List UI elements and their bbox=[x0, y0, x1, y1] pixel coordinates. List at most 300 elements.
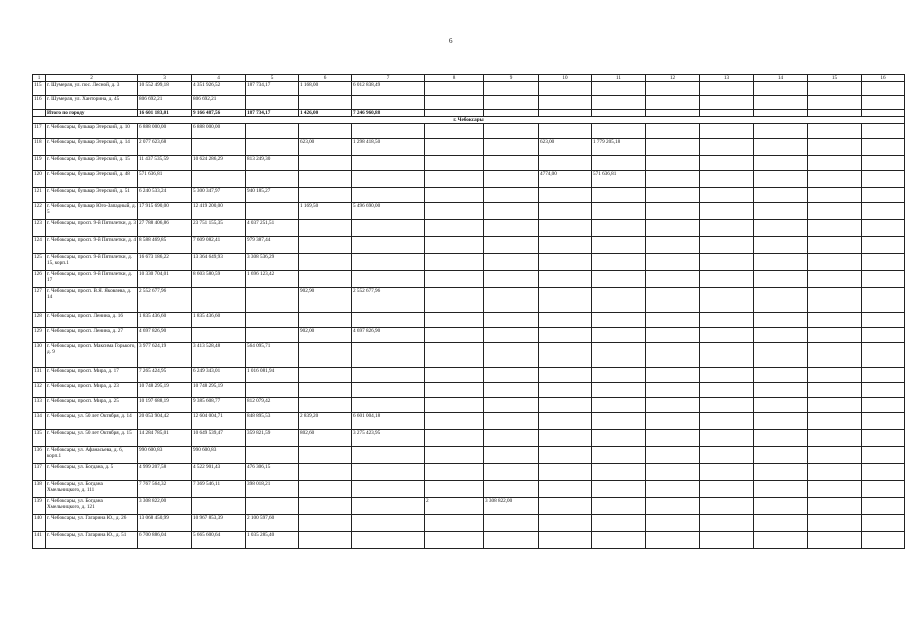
table-cell bbox=[862, 156, 905, 171]
table-cell: 120 bbox=[33, 171, 46, 188]
table-cell bbox=[754, 447, 808, 464]
table-cell bbox=[754, 288, 808, 313]
table-cell bbox=[646, 271, 700, 288]
table-cell bbox=[484, 532, 539, 549]
table-cell bbox=[700, 368, 754, 383]
table-cell: 127 bbox=[33, 288, 46, 313]
table-cell bbox=[484, 203, 539, 220]
table-cell: 119 bbox=[33, 156, 46, 171]
table-cell: 8 603 580,59 bbox=[192, 271, 246, 288]
table-cell bbox=[862, 430, 905, 447]
table-cell bbox=[425, 82, 484, 96]
table-cell: 398 018,21 bbox=[246, 481, 299, 498]
table-cell: 2 100 597,60 bbox=[246, 515, 299, 532]
table-cell bbox=[246, 498, 299, 515]
table-cell bbox=[246, 328, 299, 343]
table-cell bbox=[808, 139, 862, 156]
table-cell bbox=[754, 139, 808, 156]
table-cell: 132 bbox=[33, 383, 46, 398]
table-cell bbox=[646, 532, 700, 549]
table-cell: г. Чебоксары, ул. Богдана, д. 5 bbox=[46, 464, 138, 481]
table-cell: 10 967 853,39 bbox=[192, 515, 246, 532]
table-row bbox=[33, 532, 905, 549]
table-cell bbox=[352, 481, 425, 498]
table-cell bbox=[754, 237, 808, 254]
table-cell: 118 bbox=[33, 139, 46, 156]
table-cell: 5 665 600,64 bbox=[192, 532, 246, 549]
table-cell bbox=[862, 515, 905, 532]
table-cell: г. Чебоксары, ул. Богдана Хмельницкого, д. 121 bbox=[46, 498, 138, 515]
table-cell bbox=[700, 220, 754, 237]
table-cell bbox=[425, 237, 484, 254]
table-cell: 6 249 343,01 bbox=[192, 368, 246, 383]
table-cell bbox=[808, 481, 862, 498]
total-row bbox=[33, 110, 905, 117]
table-cell: г. Чебоксары, просп. Максима Горького, д. 9 bbox=[46, 343, 138, 368]
table-cell bbox=[299, 220, 352, 237]
table-cell bbox=[808, 515, 862, 532]
table-cell bbox=[352, 368, 425, 383]
table-cell bbox=[646, 313, 700, 328]
table-cell bbox=[754, 383, 808, 398]
table-cell: 7 767 564,32 bbox=[138, 481, 192, 498]
table-cell bbox=[425, 96, 484, 110]
table-cell: 13 bbox=[700, 75, 754, 82]
table-cell: 17 915 690,00 bbox=[138, 203, 192, 220]
table-cell: 10 bbox=[539, 75, 592, 82]
table-cell bbox=[352, 515, 425, 532]
table-cell: г. Чебоксары, ул. 50 лет Октября, д. 15 bbox=[46, 430, 138, 447]
table-cell: 16 bbox=[862, 75, 905, 82]
table-cell bbox=[592, 498, 646, 515]
table-cell bbox=[700, 82, 754, 96]
table-cell bbox=[299, 156, 352, 171]
table-cell bbox=[700, 328, 754, 343]
table-cell bbox=[592, 430, 646, 447]
table-cell bbox=[484, 515, 539, 532]
table-cell bbox=[299, 254, 352, 271]
table-cell: г. Чебоксары, просп. 9-й Пятилетки, д. 3 bbox=[46, 220, 138, 237]
table-cell bbox=[592, 368, 646, 383]
table-row bbox=[33, 124, 905, 139]
table-cell bbox=[808, 254, 862, 271]
table-row bbox=[33, 96, 905, 110]
table-cell bbox=[592, 220, 646, 237]
table-cell bbox=[299, 481, 352, 498]
table-cell bbox=[299, 124, 352, 139]
table-cell: 1 779 205,18 bbox=[592, 139, 646, 156]
table-cell: 15 bbox=[808, 75, 862, 82]
table-cell bbox=[592, 383, 646, 398]
table-cell: г. Чебоксары, ул. Гагарина Ю., д. 51 bbox=[46, 532, 138, 549]
table-cell: 7 bbox=[352, 75, 425, 82]
table-cell bbox=[484, 254, 539, 271]
table-cell bbox=[808, 498, 862, 515]
table-cell bbox=[808, 383, 862, 398]
table-cell: г. Чебоксары, просп. Ленина, д. 16 bbox=[46, 313, 138, 328]
table-cell bbox=[754, 515, 808, 532]
table-cell bbox=[754, 254, 808, 271]
table-cell: 11 437 535,59 bbox=[138, 156, 192, 171]
table-cell: 10 624 286,29 bbox=[192, 156, 246, 171]
table-cell: 1 169,50 bbox=[299, 203, 352, 220]
table-cell: 2 bbox=[46, 75, 138, 82]
table-cell bbox=[425, 124, 484, 139]
table-cell bbox=[700, 237, 754, 254]
table-cell: 126 bbox=[33, 271, 46, 288]
table-cell bbox=[808, 124, 862, 139]
table-cell bbox=[299, 313, 352, 328]
table-cell bbox=[484, 447, 539, 464]
table-cell bbox=[862, 237, 905, 254]
table-cell: 10 197 688,19 bbox=[138, 398, 192, 413]
table-cell bbox=[862, 254, 905, 271]
table-cell bbox=[539, 447, 592, 464]
table-cell bbox=[754, 532, 808, 549]
table-cell bbox=[539, 271, 592, 288]
table-cell bbox=[484, 110, 539, 117]
table-cell: 7 265 424,95 bbox=[138, 368, 192, 383]
table-row bbox=[33, 343, 905, 368]
table-cell bbox=[862, 139, 905, 156]
table-cell bbox=[808, 413, 862, 430]
table-cell bbox=[539, 413, 592, 430]
table-cell: 3 308 822,00 bbox=[138, 498, 192, 515]
table-cell bbox=[299, 271, 352, 288]
table-cell bbox=[425, 110, 484, 117]
table-cell bbox=[425, 271, 484, 288]
table-cell bbox=[484, 383, 539, 398]
table-cell bbox=[808, 110, 862, 117]
table-cell bbox=[700, 481, 754, 498]
table-cell bbox=[425, 156, 484, 171]
table-cell bbox=[192, 288, 246, 313]
table-cell: 137 bbox=[33, 464, 46, 481]
table-row bbox=[33, 368, 905, 383]
table-row bbox=[33, 464, 905, 481]
table-cell bbox=[484, 464, 539, 481]
table-cell: 1 426,00 bbox=[299, 110, 352, 117]
table-cell bbox=[246, 288, 299, 313]
table-cell bbox=[862, 313, 905, 328]
table-cell: г. Чебоксары, бульвар Эгерский, д. 14 bbox=[46, 139, 138, 156]
table-cell: 130 bbox=[33, 343, 46, 368]
table-cell bbox=[352, 96, 425, 110]
table-cell bbox=[352, 313, 425, 328]
table-cell: 5 496 690,00 bbox=[352, 203, 425, 220]
table-cell: 121 bbox=[33, 188, 46, 203]
table-cell: 16 601 183,01 bbox=[138, 110, 192, 117]
table-cell bbox=[646, 171, 700, 188]
table-cell: 3 308 536,29 bbox=[246, 254, 299, 271]
table-cell bbox=[539, 464, 592, 481]
table-cell bbox=[484, 343, 539, 368]
table-cell: 848 895,53 bbox=[246, 413, 299, 430]
table-cell: 12 419 200,00 bbox=[192, 203, 246, 220]
table-cell bbox=[246, 124, 299, 139]
table-cell: 124 bbox=[33, 237, 46, 254]
table-cell bbox=[592, 398, 646, 413]
table-cell bbox=[646, 220, 700, 237]
table-cell bbox=[539, 82, 592, 96]
table-cell bbox=[484, 96, 539, 110]
page-number: 6 bbox=[449, 37, 453, 45]
table-cell bbox=[700, 139, 754, 156]
section-title: г. Чебоксары bbox=[33, 117, 905, 124]
table-cell bbox=[808, 398, 862, 413]
table-cell bbox=[754, 188, 808, 203]
table-cell bbox=[754, 313, 808, 328]
table-cell bbox=[700, 156, 754, 171]
table-cell bbox=[299, 398, 352, 413]
table-cell bbox=[246, 203, 299, 220]
table-cell bbox=[539, 532, 592, 549]
table-cell bbox=[700, 203, 754, 220]
table-cell: г. Шумерля, ул. Ханторина, д. 45 bbox=[46, 96, 138, 110]
table-cell bbox=[592, 110, 646, 117]
table-cell bbox=[646, 383, 700, 398]
table-cell bbox=[754, 343, 808, 368]
table-cell: г. Чебоксары, просп. 9-й Пятилетки, д. 4 bbox=[46, 237, 138, 254]
table-cell: 571 636,81 bbox=[138, 171, 192, 188]
table-cell bbox=[754, 171, 808, 188]
table-cell bbox=[592, 313, 646, 328]
table-cell: 1 696 123,42 bbox=[246, 271, 299, 288]
table-cell bbox=[862, 171, 905, 188]
table-cell bbox=[700, 532, 754, 549]
table-cell bbox=[700, 498, 754, 515]
table-cell bbox=[192, 139, 246, 156]
table-cell bbox=[808, 271, 862, 288]
table-cell bbox=[425, 398, 484, 413]
table-cell bbox=[754, 481, 808, 498]
table-cell: 140 bbox=[33, 515, 46, 532]
table-cell bbox=[862, 110, 905, 117]
table-cell bbox=[754, 368, 808, 383]
table-cell bbox=[352, 220, 425, 237]
table-cell bbox=[484, 82, 539, 96]
table-cell bbox=[484, 398, 539, 413]
table-cell bbox=[484, 481, 539, 498]
table-cell: 1 035 285,40 bbox=[246, 532, 299, 549]
table-row bbox=[33, 254, 905, 271]
table-cell bbox=[808, 96, 862, 110]
table-cell bbox=[754, 271, 808, 288]
table-cell bbox=[425, 188, 484, 203]
table-cell bbox=[808, 82, 862, 96]
table-cell: 141 bbox=[33, 532, 46, 549]
table-cell: г. Чебоксары, просп. Мира, д. 25 bbox=[46, 398, 138, 413]
table-cell bbox=[754, 498, 808, 515]
table-cell bbox=[646, 498, 700, 515]
table-cell bbox=[700, 447, 754, 464]
table-cell bbox=[646, 82, 700, 96]
table-cell bbox=[539, 430, 592, 447]
table-cell: 134 bbox=[33, 413, 46, 430]
table-cell: 4 697 826,90 bbox=[138, 328, 192, 343]
table-cell: 5 300 347,97 bbox=[192, 188, 246, 203]
table-cell: 4 999 207,58 bbox=[138, 464, 192, 481]
table-cell: 123 bbox=[33, 220, 46, 237]
table-cell bbox=[862, 124, 905, 139]
table-cell bbox=[700, 398, 754, 413]
table-cell bbox=[754, 430, 808, 447]
table-cell: 4 697 826,90 bbox=[352, 328, 425, 343]
table-cell bbox=[646, 288, 700, 313]
table-cell: 359 821,59 bbox=[246, 430, 299, 447]
table-cell bbox=[299, 237, 352, 254]
table-cell: 623,00 bbox=[299, 139, 352, 156]
table-cell: 10 748 295,19 bbox=[138, 383, 192, 398]
table-cell bbox=[592, 271, 646, 288]
section-row bbox=[33, 117, 905, 124]
table-cell: 6 240 533,24 bbox=[138, 188, 192, 203]
table-cell bbox=[862, 413, 905, 430]
table-cell bbox=[754, 220, 808, 237]
table-cell bbox=[539, 156, 592, 171]
table-row bbox=[33, 498, 905, 515]
table-cell bbox=[539, 220, 592, 237]
table-cell: г. Чебоксары, просп. В.Я. Яковлева, д. 14 bbox=[46, 288, 138, 313]
table-cell: 10 552 499,18 bbox=[138, 82, 192, 96]
table-cell: 139 bbox=[33, 498, 46, 515]
table-cell bbox=[352, 383, 425, 398]
table-cell: 138 bbox=[33, 481, 46, 498]
table-cell bbox=[646, 398, 700, 413]
table-cell: г. Чебоксары, ул. Афанасьева, д. 6, корп.1 bbox=[46, 447, 138, 464]
table-row bbox=[33, 203, 905, 220]
table-cell bbox=[425, 328, 484, 343]
table-cell bbox=[539, 110, 592, 117]
table-cell: 14 284 785,01 bbox=[138, 430, 192, 447]
table-cell: 623,00 bbox=[539, 139, 592, 156]
table-cell: 11 bbox=[592, 75, 646, 82]
table-row bbox=[33, 171, 905, 188]
table-cell bbox=[592, 515, 646, 532]
table-cell bbox=[425, 481, 484, 498]
table-cell: 940 185,27 bbox=[246, 188, 299, 203]
table-cell bbox=[754, 464, 808, 481]
table-cell: 12 604 004,71 bbox=[192, 413, 246, 430]
table-cell: 3 bbox=[138, 75, 192, 82]
table-cell bbox=[700, 96, 754, 110]
table-cell: г. Чебоксары, бульвар Эгерский, д. 48 bbox=[46, 171, 138, 188]
table-cell bbox=[646, 343, 700, 368]
table-cell bbox=[592, 343, 646, 368]
table-cell: 27 788 406,86 bbox=[138, 220, 192, 237]
table-cell bbox=[862, 343, 905, 368]
table-cell bbox=[352, 532, 425, 549]
table-cell bbox=[484, 328, 539, 343]
table-cell: 7 609 082,41 bbox=[192, 237, 246, 254]
table-cell bbox=[862, 464, 905, 481]
table-cell bbox=[592, 254, 646, 271]
table-cell: 813 249,30 bbox=[246, 156, 299, 171]
table-cell bbox=[592, 237, 646, 254]
table-cell bbox=[592, 82, 646, 96]
table-cell bbox=[192, 498, 246, 515]
table-cell bbox=[592, 96, 646, 110]
table-cell bbox=[246, 139, 299, 156]
table-cell bbox=[862, 96, 905, 110]
table-cell bbox=[352, 156, 425, 171]
table-cell bbox=[539, 515, 592, 532]
table-cell: 1 bbox=[33, 75, 46, 82]
table-cell: 1 168,00 bbox=[299, 82, 352, 96]
table-row bbox=[33, 237, 905, 254]
table-cell bbox=[484, 288, 539, 313]
table-cell bbox=[352, 188, 425, 203]
table-row bbox=[33, 515, 905, 532]
table-cell bbox=[808, 368, 862, 383]
table-cell bbox=[299, 343, 352, 368]
table-cell bbox=[862, 481, 905, 498]
table-row bbox=[33, 139, 905, 156]
table-cell: 3 275 423,95 bbox=[352, 430, 425, 447]
table-cell: 117 bbox=[33, 124, 46, 139]
table-cell: 13 364 649,93 bbox=[192, 254, 246, 271]
table-cell bbox=[299, 368, 352, 383]
table-cell bbox=[646, 139, 700, 156]
table-cell: 571 636,81 bbox=[592, 171, 646, 188]
table-cell: 13 068 450,99 bbox=[138, 515, 192, 532]
table-cell bbox=[862, 271, 905, 288]
table-cell: 10 649 539,47 bbox=[192, 430, 246, 447]
table-cell bbox=[862, 498, 905, 515]
table-cell: 20 053 904,42 bbox=[138, 413, 192, 430]
table-cell: 902,00 bbox=[299, 328, 352, 343]
table-cell bbox=[539, 498, 592, 515]
table-cell bbox=[539, 96, 592, 110]
table-cell bbox=[425, 447, 484, 464]
table-cell bbox=[192, 328, 246, 343]
table-cell bbox=[862, 82, 905, 96]
table-cell: 116 bbox=[33, 96, 46, 110]
table-cell bbox=[352, 254, 425, 271]
table-cell bbox=[862, 220, 905, 237]
table-cell bbox=[352, 124, 425, 139]
table-cell bbox=[425, 203, 484, 220]
table-cell bbox=[484, 413, 539, 430]
table-cell bbox=[352, 398, 425, 413]
table-cell: 2 bbox=[425, 498, 484, 515]
table-cell: 3 308 822,00 bbox=[484, 498, 539, 515]
table-cell bbox=[700, 288, 754, 313]
table-cell: 4 bbox=[192, 75, 246, 82]
table-cell: 129 bbox=[33, 328, 46, 343]
table-cell bbox=[539, 124, 592, 139]
table-cell bbox=[862, 447, 905, 464]
table-cell bbox=[425, 532, 484, 549]
table-row bbox=[33, 188, 905, 203]
table-cell bbox=[352, 237, 425, 254]
table-cell bbox=[592, 203, 646, 220]
table-cell: г. Чебоксары, просп. Мира, д. 17 bbox=[46, 368, 138, 383]
table-cell: 131 bbox=[33, 368, 46, 383]
table-cell bbox=[539, 288, 592, 313]
table-row bbox=[33, 220, 905, 237]
table-cell bbox=[808, 464, 862, 481]
table-cell bbox=[539, 328, 592, 343]
table-cell: 7 369 546,11 bbox=[192, 481, 246, 498]
table-cell bbox=[808, 220, 862, 237]
table-cell: 476 306,15 bbox=[246, 464, 299, 481]
table-cell bbox=[484, 368, 539, 383]
table-cell bbox=[425, 313, 484, 328]
table-cell bbox=[425, 383, 484, 398]
table-cell bbox=[425, 343, 484, 368]
table-cell: 5 bbox=[246, 75, 299, 82]
